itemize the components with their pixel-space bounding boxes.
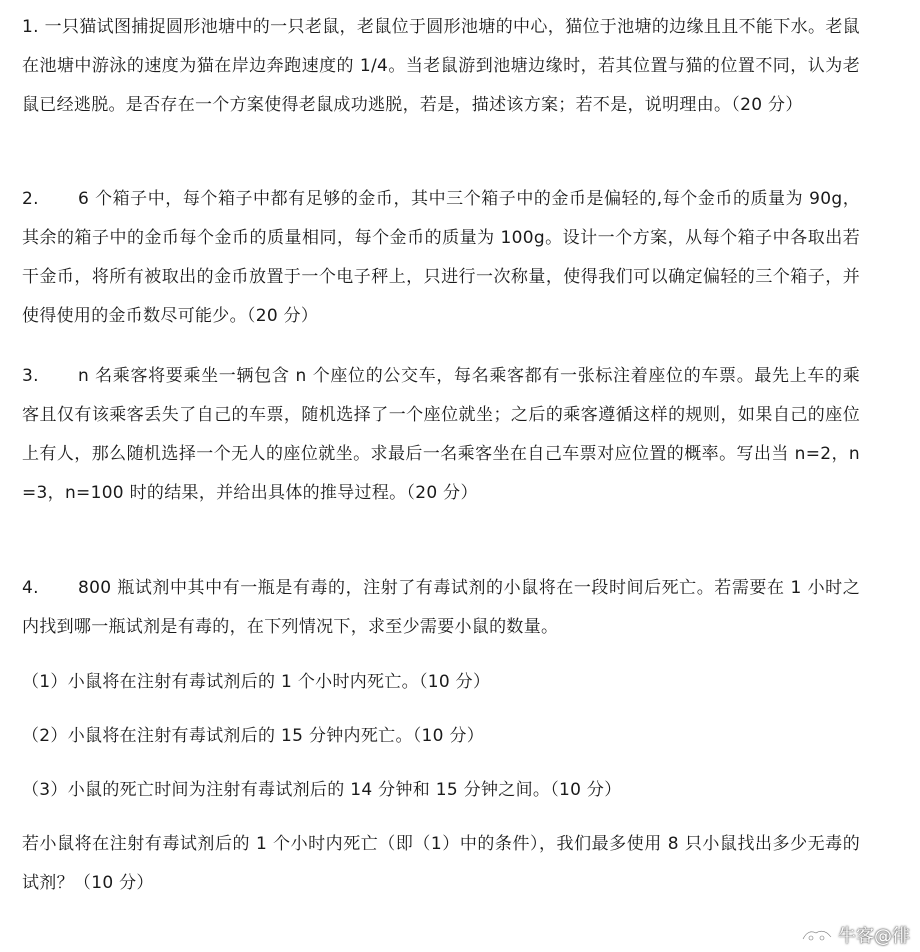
problem-3-number: 3. (22, 366, 39, 386)
problem-3-text: n 名乘客将要乘坐一辆包含 n 个座位的公交车，每名乘客都有一张标注着座位的车票。最先上车的乘客且仅有该乘客丢失了自己的车票，随机选择了一个座位就坐；之后的乘客遵循这样的规则，如果自己的座位上有人，那么随机选择一个无人的座位就坐。求最后一名乘客坐在自己车票对应位置的概率。写出当 n=2，n=3，n=100 时的结果，并给出具体的推导过程。（20 分） (22, 366, 860, 503)
subquestion-2: （2）小鼠将在注射有毒试剂后的 15 分钟内死亡。（10 分） (22, 726, 485, 746)
problem-4 (22, 569, 860, 647)
nowcoder-logo-icon (800, 925, 834, 945)
subquestion-1: （1）小鼠将在注射有毒试剂后的 1 个小时内死亡。（10 分） (22, 672, 491, 692)
problem-2-text: 6 个箱子中，每个箱子中都有足够的金币，其中三个箱子中的金币是偏轻的,每个金币的质量为 90g，其余的箱子中的金币每个金币的质量相同，每个金币的质量为 100g。设计一个方案，从每个箱子中各取出若干金币，将所有被取出的金币放置于一个电子秤上，只进行一次称量，使得我们可以确定偏轻的三个箱子，并使得使用的金币数尽可能少。（20 分） (22, 189, 860, 326)
problem-3 (22, 357, 860, 513)
problem-4-number: 4. (22, 578, 39, 598)
problem-4-text: 800 瓶试剂中其中有一瓶是有毒的，注射了有毒试剂的小鼠将在一段时间后死亡。若需要在 1 小时之内找到哪一瓶试剂是有毒的，在下列情况下，求至少需要小鼠的数量。 (22, 578, 860, 637)
subquestion-3: （3）小鼠的死亡时间为注射有毒试剂后的 14 分钟和 15 分钟之间。（10 分） (22, 780, 622, 800)
watermark (800, 922, 910, 948)
watermark-text: 牛客@徘 (838, 926, 910, 947)
followup-question: 若小鼠将在注射有毒试剂后的 1 个小时内死亡（即（1）中的条件），我们最多使用 8 只小鼠找出多少无毒的试剂？（10 分） (22, 834, 860, 893)
problem-2-number: 2. (22, 189, 39, 209)
problem-1 (22, 8, 860, 125)
problem-2 (22, 180, 860, 336)
problem-1-number: 1. (22, 17, 39, 37)
problem-1-text: 一只猫试图捕捉圆形池塘中的一只老鼠，老鼠位于圆形池塘的中心，猫位于池塘的边缘且且不能下水。老鼠在池塘中游泳的速度为猫在岸边奔跑速度的 1/4。当老鼠游到池塘边缘时，若其位置与猫的位置不同，认为老鼠已经逃脱。是否存在一个方案使得老鼠成功逃脱，若是，描述该方案；若不是，说明理由。（20 分） (22, 17, 860, 115)
